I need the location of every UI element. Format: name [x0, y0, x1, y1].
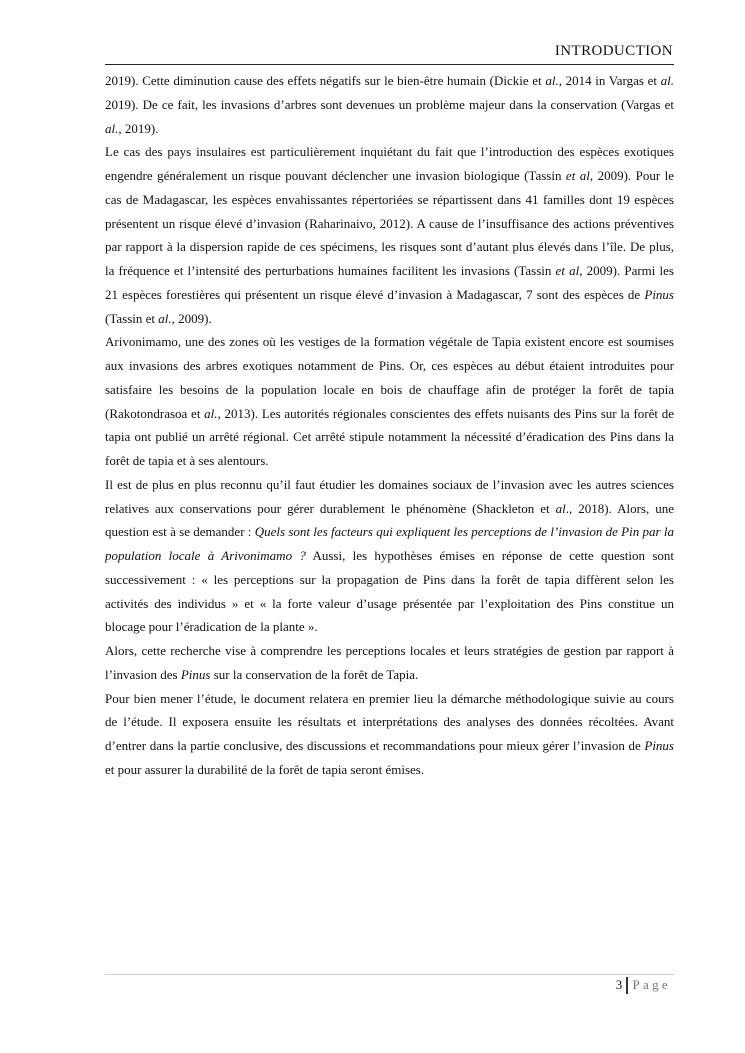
footer-separator	[626, 977, 627, 994]
paragraph	[105, 639, 674, 687]
text-run: Arivonimamo, une des zones où les vestiges de la formation végétale de Tapia existent encore est soumises aux invasions des arbres exotiques notamment de Pins. Or, ces espèces au début étaient introduites pour satisfaire les besoins de la population locale en bois de chauffage afin de protéger la forêt de tapia (Rakotondrasoa et	[105, 334, 674, 421]
italic-run: al	[555, 500, 566, 516]
italic-run: Pinus	[644, 738, 674, 753]
paragraph	[105, 69, 674, 140]
header-divider	[105, 64, 674, 65]
text-run: Le cas des pays insulaires est particulièrement inquiétant du fait que l’introduction des espèces exotiques engendre généralement un risque pouvant déclencher une invasion biologique (Tassin	[105, 144, 674, 183]
italic-run: Quels sont les facteurs qui expliquent les perceptions de l’invasion de Pin par la population locale à Arivonimamo ?	[105, 524, 674, 563]
text-run: , 2009). Parmi les 21 espèces forestières qui présentent un risque élevé d’invasion à Madagascar, 7 sont des espèces de	[105, 263, 674, 302]
text-run: , 2014 in Vargas et	[558, 73, 661, 88]
text-run: 2009).	[174, 310, 212, 326]
footer-divider	[105, 974, 674, 975]
italic-run: al.,	[204, 405, 221, 421]
paragraph	[105, 330, 674, 473]
text-run: (Tassin et	[105, 310, 159, 326]
italic-run: Pinus	[180, 666, 211, 682]
text-run: 2019). Cette diminution cause des effets négatifs sur le bien-être humain (Dickie et	[105, 73, 546, 88]
text-run: et pour assurer la durabilité de la forêt de tapia seront émises.	[105, 761, 425, 777]
italic-run: al.,	[158, 310, 175, 326]
text-run: 2019). De ce fait, les invasions d’arbres sont devenues un problème majeur dans la conservation (Vargas et	[105, 96, 674, 112]
italic-run: et al	[565, 168, 590, 183]
page-number: 3	[615, 977, 623, 992]
italic-run: al.	[545, 73, 559, 88]
running-header: INTRODUCTION	[554, 43, 673, 59]
italic-run: Pinus	[644, 286, 674, 302]
text-run: Pour bien mener l’étude, le document relatera en premier lieu la démarche méthodologique suivie au cours de l’étude. Il exposera ensuite les résultats et interprétations des analyses des données récoltées. Avant d’entrer dans la partie conclusive, des discussions et recommandations pour mieux gérer l’invasion de	[105, 690, 674, 753]
paragraph	[105, 687, 674, 782]
page-footer	[616, 976, 671, 994]
italic-run: al.	[105, 120, 119, 136]
paragraph	[105, 473, 674, 639]
italic-run: al.	[660, 73, 674, 88]
body-text	[105, 69, 674, 782]
text-run: ., 2018). Alors, une question est à se demander :	[105, 500, 674, 540]
text-run: Il est de plus en plus reconnu qu’il faut étudier les domaines sociaux de l’invasion avec les autres sciences relatives aux conservations pour gérer durablement le phénomène (Shackleton et	[105, 476, 674, 516]
italic-run: et al	[555, 263, 580, 278]
text-run: 2013). Les autorités régionales conscientes des effets nuisants des Pins sur la forêt de tapia ont publié un arrêté régional. Cet arrêté stipule notamment la nécessité d’éradication des Pins dans la forêt de tapia et à ses alentours.	[105, 405, 674, 468]
page-label: Page	[632, 977, 671, 992]
text-run: , 2019).	[118, 120, 159, 136]
text-run: , 2009). Pour le cas de Madagascar, les espèces envahissantes répertoriées se répartissent dans 41 familles dont 19 espèces présentent un risque élevé d’invasion (Raharinaivo, 2012). A cause de l’insuffisance des actions préventives par rapport à la dispersion rapide de ces spécimens, les risques sont d’autant plus élevés dans l’île. De plus, la fréquence et l’intensité des perturbations humaines facilitent les invasions (Tassin	[105, 168, 675, 278]
text-run: Alors, cette recherche vise à comprendre les perceptions locales et leurs stratégies de gestion par rapport à l’invasion des	[105, 643, 674, 682]
paragraph	[105, 140, 674, 330]
text-run: Aussi, les hypothèses émises en réponse de cette question sont successivement : « les perceptions sur la propagation de Pins dans la forêt de tapia diffèrent selon les activités des individus » et « la forte valeur d’usage présentée par l’exploitation des Pins constitue un blocage pour l’éradication de la plante ».	[105, 548, 674, 635]
text-run: sur la conservation de la forêt de Tapia.	[210, 666, 419, 682]
